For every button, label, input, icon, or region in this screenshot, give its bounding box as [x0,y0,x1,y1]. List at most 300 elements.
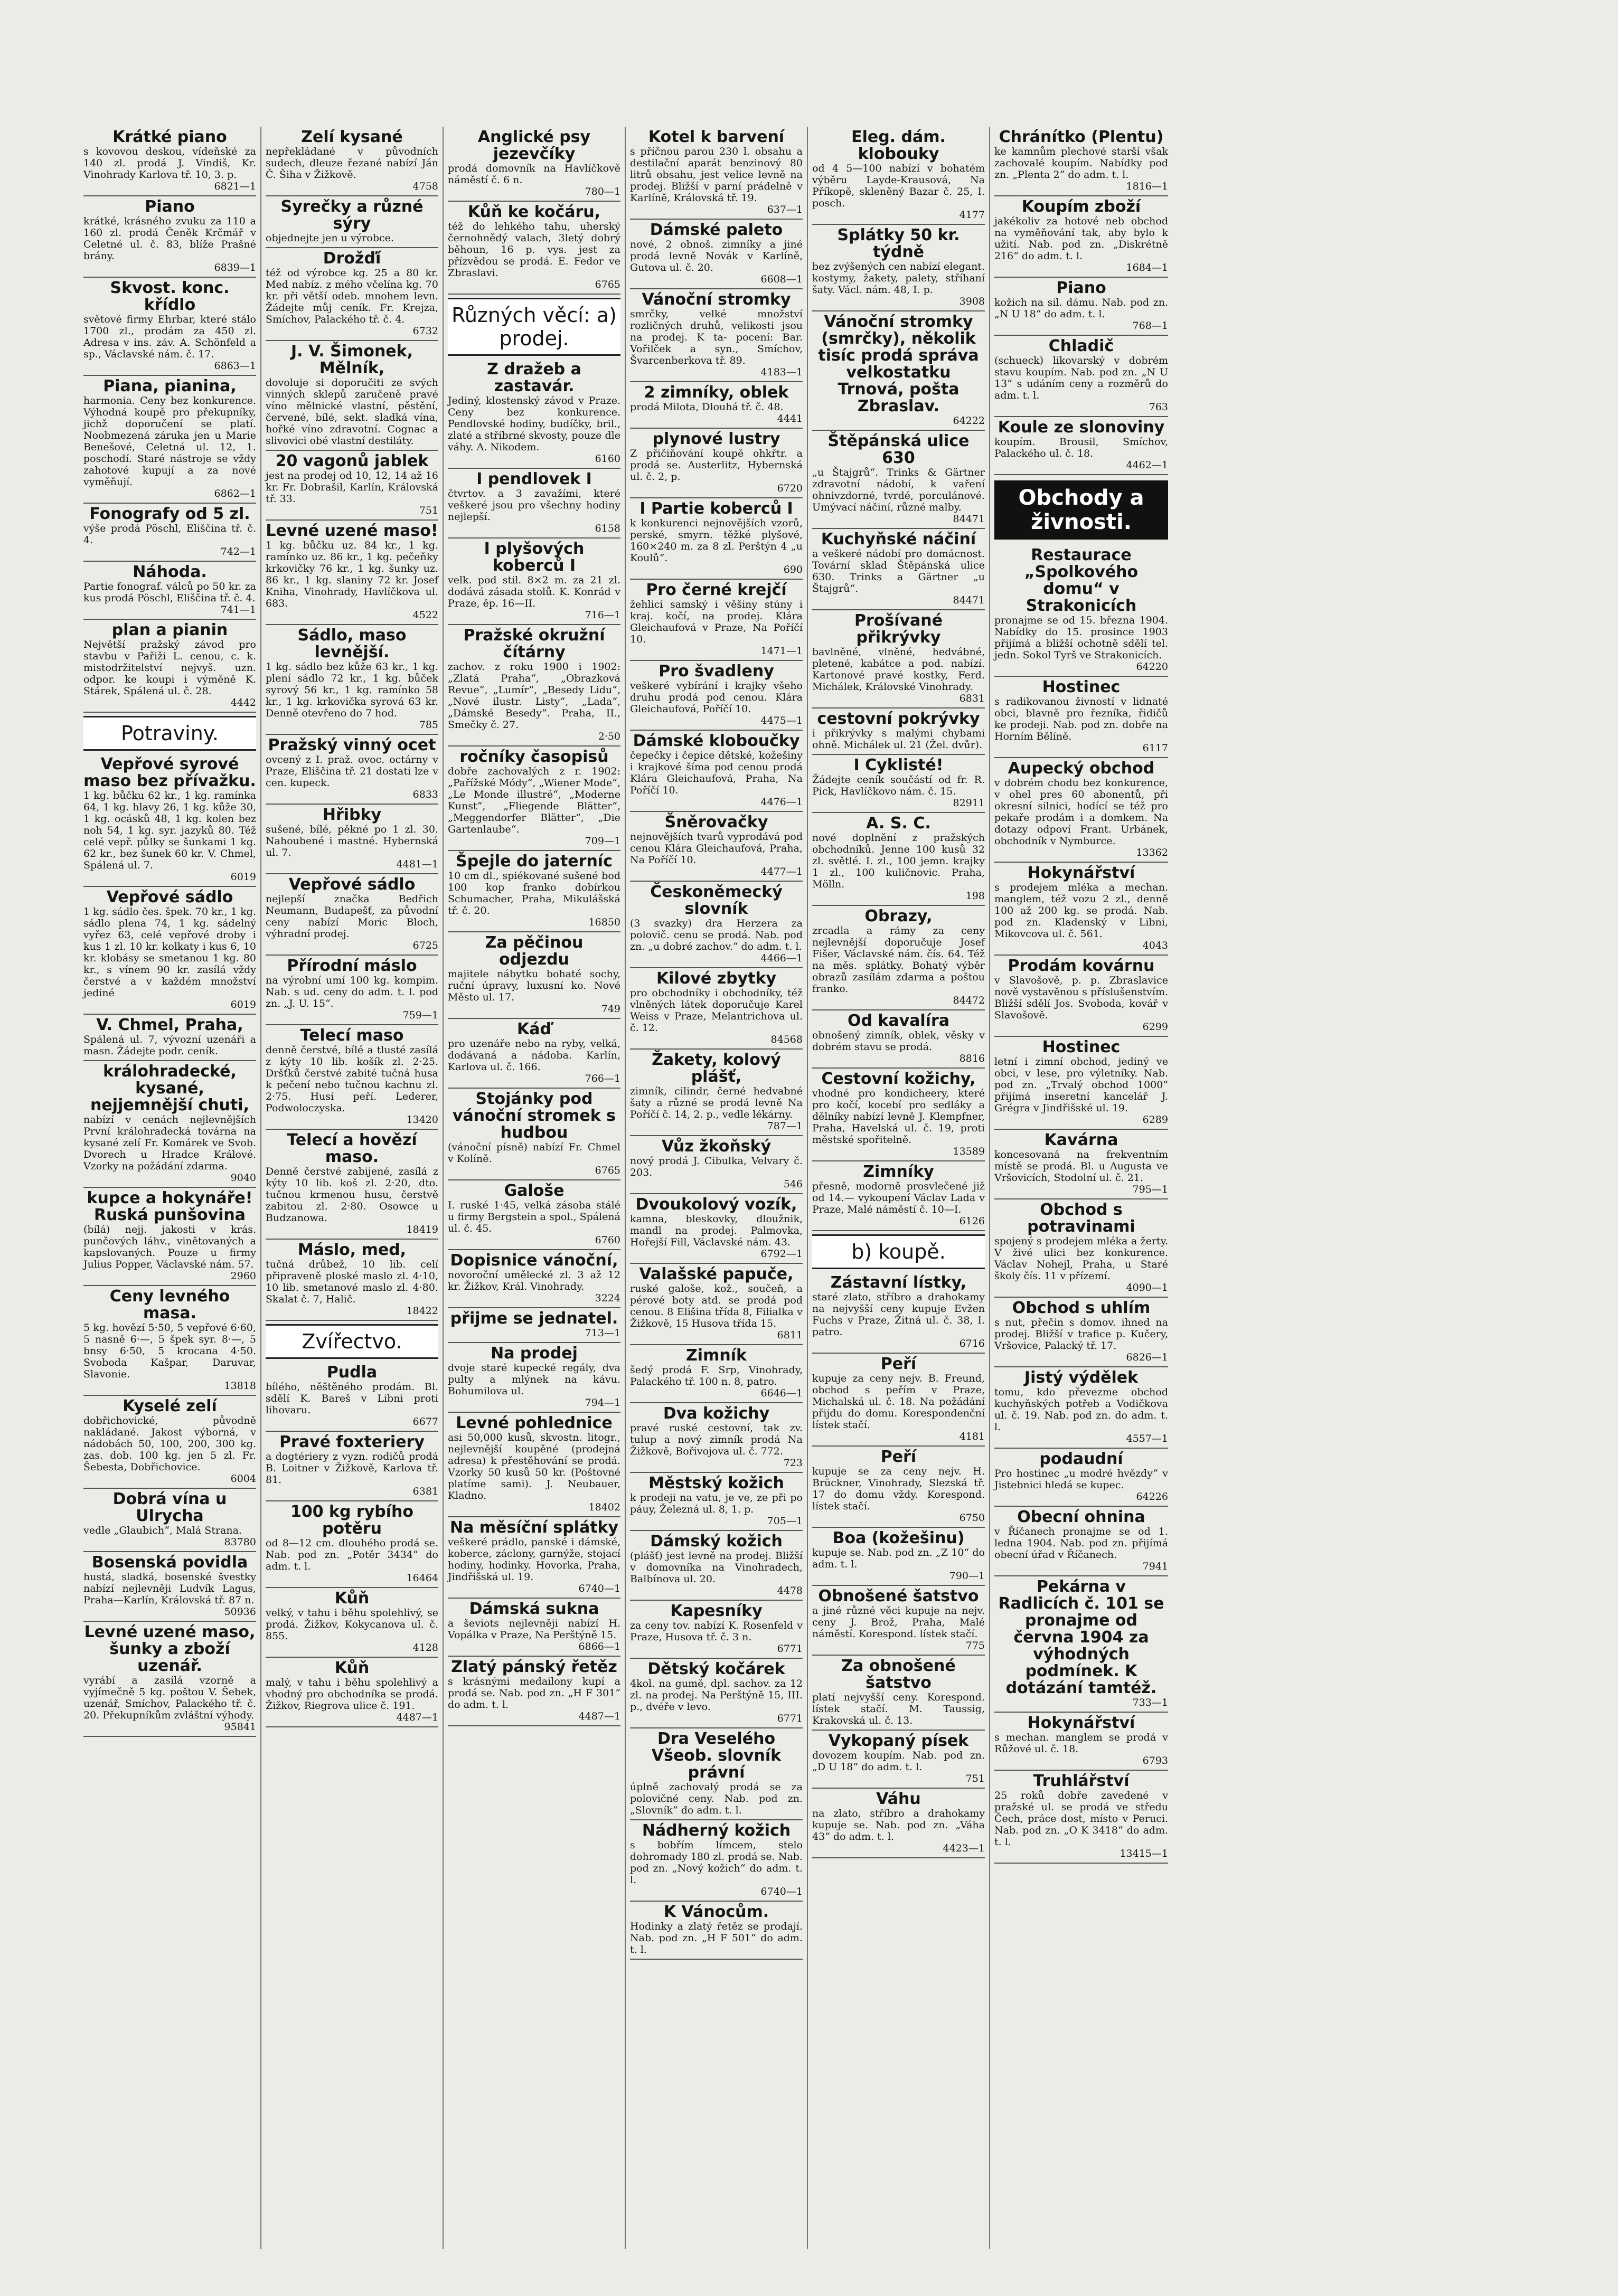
ad-heading: Restaurace „Spolkového domu“ v Strakonicích [1024,546,1139,615]
ad-number: 84568 [770,1034,803,1045]
ad-heading: Váhu [876,1790,921,1808]
ad-heading: V. Chmel, Praha, [96,1016,243,1034]
classified-ad [994,1037,1168,1130]
ad-body: harmonia. Ceny bez konkurence. Výhodná koupě pro překupníky, jichž doporučení se platí. Noobmezená záruka jen u Marie Benešové, Celetná ul. 12, 1. poschodí. Staré nástroje se vždy zahotové kupují a za nové vyměňují. [83,395,256,488]
ad-heading: Máslo, med, [297,1241,407,1259]
column-5 [808,127,990,2249]
ad-heading: Levné uzené maso! [266,522,438,540]
ad-body: dovozem koupím. Nab. pod zn. „D U 18“ do adm. t. l. [812,1750,985,1773]
ad-number: 16464 [406,1572,438,1584]
classified-ad [83,620,256,713]
classified-ad [994,956,1168,1037]
ad-body: velký, v tahu i běhu spolehlivý, se prodá. Žižkov, Kokycanova ul. č. 855. [266,1607,438,1642]
ad-heading: Káď [517,1020,551,1038]
ad-body: k konkurenci nejnovějších vzorů, perské, smyrn. těžké plyšové, 160×240 m. za 8 zl. Perštýn 4 „u Koulů“. [630,517,803,564]
ad-heading: Fonografy od 5 zl. [89,505,250,523]
ad-heading: Prodám kovárnu [1008,957,1155,975]
classified-ad [83,562,256,620]
ad-body: v Říčanech pronajme se od 1. ledna 1904. Nab. pod zn. přijímá obecní úřad v Říčanech. [994,1526,1168,1561]
ad-number: 4128 [412,1642,438,1654]
classified-ad [630,289,803,382]
ad-number: 4177 [959,209,985,221]
ad-body: na zlato, stříbro a drahokamy kupuje se. Nab. pod zn. „Váha 43“ do adm. t. l. [812,1808,985,1843]
ad-body: denně čerstvé, bílé a tlusté zasílá z kýty 10 lib. košík zl. 2·25. Dršťků čerstvé zabité tučná husa k pečení nebo tučnou kachnu zl. 2·75. Husí peří. Lederer, Podwoloczyska. [266,1044,438,1114]
ad-body: (schueck) likovarský v dobrém stavu koupím. Nab. pod zn. „N U 13“ s udáním ceny a rozměrů do adm. t. l. [994,355,1168,401]
ad-number: 18422 [406,1305,438,1317]
ad-heading: Dětský kočárek [647,1660,785,1678]
ad-heading: Anglické psy jezevčíky [477,128,591,163]
ad-number: 6720 [777,483,803,494]
ad-heading: Za pěčinou odjezdu [485,933,584,969]
ad-body: nejnovějších tvarů vyprodává pod cenou Klára Gleichaufová, Praha, Na Poříčí 10. [630,831,803,866]
ad-body: s radikovanou živností v lidnaté obci, blavně pro řezníka, řidičů ke prodeji. Nab. pod zn. dobře na Horním Bělíně. [994,696,1168,742]
ad-body: 25 roků dobře zavedené v pražské ul. se prodá ve středu Čech, práce dost, místo v Peruci. Nab. pod zn. „O K 3418“ do adm. t. l. [994,1790,1168,1848]
ad-number: 3908 [959,296,985,307]
classified-ad [448,469,620,538]
column-2 [261,127,444,2249]
ad-heading: Obecní ohnina [1017,1508,1145,1526]
ad-heading: Vepřové syrové maso bez přívažku. [83,755,256,790]
ad-body: též od výrobce kg. 25 a 80 kr. Med nabíz. z mého včelína kg. 70 kr. při větší odeb. mnohem levn. Žádejte můj ceník. Fr. Krejza, Smíchov, Palackého tř. č. 4. [266,267,438,325]
ad-body: prodá domovník na Havlíčkově náměstí č. 6 n. [448,163,620,186]
ad-body: „u Štajgrů“. Trinks & Gärtner zdravotní nádobí, k vaření ohnivzdorné, tvrdé, porculánové. Umývací náčiní, různé malby. [812,467,985,513]
ad-body: s bobřím límcem, stelo dohromady 180 zl. prodá se. Nab. pod zn. „Nový kožich“ do adm. t. l. [630,1839,803,1886]
classified-ad [812,1789,985,1858]
classified-ad [994,1298,1168,1367]
ad-number: 6019 [230,999,256,1010]
classified-ad [630,1050,803,1136]
ad-heading: Pravé foxteriery [279,1433,425,1451]
ad-heading: Bosenská povidla [91,1553,248,1572]
classified-ad [630,1601,803,1659]
ad-number: 742—1 [220,546,256,558]
ad-body: asi 50,000 kusů, skvostn. litogr., nejlevnější koupěné (prodejná adresa) k přestěhování se prodá. Vzorky 50 kusů 50 kr. (Poštovné platíme sami). J. Neubauer, Kladno. [448,1432,620,1501]
classified-ad [83,754,256,887]
ad-heading: Galoše [504,1182,565,1200]
ad-body: k prodeji na vatu, je ve, ze při po páuy, Železná ul. 8, 1. p. [630,1492,803,1515]
ad-number: 690 [783,564,803,575]
ad-body: čtvrtov. a 3 zavažími, které veškeré jsou pro všechny hodiny nejlepší. [448,488,620,523]
ad-body: a veškeré nádobí pro domácnost. Tovární sklad Štěpánská ulice 630. Trinks a Gärtner „u Štajgrů“. [812,548,985,594]
ad-body: a ševiots nejlevněji nabízí H. Vopálka v Praze, Na Perštýně 15. [448,1618,620,1641]
ad-number: 18419 [406,1224,438,1235]
ad-body: jest na prodej od 10, 12, 14 až 16 kr. Fr. Dobrašil, Karlín, Královská tř. 33. [266,470,438,505]
classified-ad [630,882,803,968]
ad-heading: Telecí maso [300,1026,404,1045]
ad-heading: Žakety, kolový plášť, [652,1051,781,1086]
ad-heading: Hostinec [1042,1038,1121,1056]
ad-number: 6831 [959,693,985,704]
ad-number: 6771 [777,1643,803,1655]
ad-number: 1684—1 [1126,262,1168,273]
ad-body: čepečky i čepice dětské, kožešiny i krajkové šíma pod cenou prodá Klára Gleichaufová, Praha, Na Poříčí 10. [630,750,803,796]
classified-ad [994,417,1168,475]
ad-number: 13589 [953,1146,985,1157]
ad-number: 7941 [1142,1561,1168,1572]
classified-ad [266,1432,438,1501]
ad-heading: J. V. Šimonek, Mělník, [290,342,413,377]
ad-heading: Dámský kožich [650,1532,783,1551]
ad-heading: Pudla [326,1363,378,1382]
ad-heading: Kavárna [1044,1131,1118,1149]
ad-number: 6126 [959,1215,985,1227]
classified-ad [448,747,620,851]
classified-ad [83,376,256,504]
ad-number: 751 [965,1773,985,1784]
ad-number: 4442 [230,697,256,708]
classified-ad [448,625,620,747]
ad-number: 6289 [1142,1114,1168,1126]
ad-number: 741—1 [220,604,256,616]
ad-heading: Peří [880,1448,917,1466]
classified-ad [994,863,1168,956]
ad-heading: I plyšových koberců I [484,540,585,575]
ad-heading: Dopisnice vánoční, [450,1251,618,1270]
ad-body: s mechan. manglem se prodá v Růžové ul. č. 18. [994,1732,1168,1755]
ad-heading: Vánoční stromky (smrčky), několik tisíc prodá správa velkostatku Trnová, pošta Zbraslav. [818,313,979,415]
ad-body: kamna, bleskovky, dloužnik, mandl na prodej. Palmovka, Hořejší Fill, Václavské nám. 43. [630,1213,803,1248]
ad-heading: I Partie koberců I [639,499,793,518]
ad-number: 6732 [412,325,438,337]
ad-number: 785 [419,719,438,731]
classified-ad [812,610,985,708]
ad-heading: Pro černé krejčí [646,581,787,599]
classified-ad [630,731,803,812]
classified-ad [994,1576,1168,1713]
ad-body: vedle „Glaubich“, Malá Strana. [83,1525,242,1536]
ad-heading: Krátké piano [112,128,227,146]
ad-body: dovoluje si doporučiti ze svých vinných sklepů zaručeně pravé víno mělnické vlastní, pěstění, červené, bílé, sekt. sladká vína, hořké víno zdravotní. Cognac a slivovici obé vlastní destiláty. [266,377,438,447]
ad-heading: Levné pohlednice [456,1414,613,1432]
ad-body: nové, 2 obnoš. zimníky a jiné prodá levně Novák v Karlíně, Gutova ul. č. 20. [630,239,803,273]
ad-body: s příčnou parou 230 l. obsahu a destilační aparát benzinový 80 litrů obsahu, jest velice levně na prodej. Bližší v parní prádelně v Karlíně, Královská tř. 19. [630,146,803,204]
ad-number: 6765 [595,1165,620,1176]
classified-ad [83,127,256,196]
ad-body: (plášť) jest levně na prodej. Bližší v domovníka na Vinohradech, Balbínova ul. 20. [630,1550,803,1585]
ad-body: šedý prodá F. Srp, Vinohrady, Palackého tř. 100 n. 8, patro. [630,1364,803,1387]
classified-ad [812,1731,985,1789]
classified-ad [266,1501,438,1588]
classified-ad [266,341,438,451]
ad-heading: Zlatý pánský řetěz [451,1658,617,1676]
classified-ad [448,1089,620,1180]
ad-body: úplně zachovalý prodá se za polovičné ceny. Nab. pod zn. „Slovník“ do adm. t. l. [630,1781,803,1816]
ad-body: vhodné pro kondicheery, které pro kočí, kocebí pro sedláky a dělníky nabízí levně J. Klempfner, Praha, Havelská ul. č. 19, proti městské spořitelně. [812,1088,985,1146]
ad-number: 709—1 [585,835,620,847]
ad-heading: Zimníky [863,1163,934,1181]
classified-ad [812,127,985,225]
ad-heading: Peří [880,1355,917,1373]
ad-number: 4043 [1142,940,1168,951]
ad-heading: Špejle do jaterníc [456,852,613,871]
ad-body: smrčky, velké množství rozličných druhů, velikosti jsou na prodej. K ta- pocení: Bar. Vořilček a syn., Smíchov, Švarcenberkova tř. 89. [630,308,803,366]
ad-number: 775 [965,1640,985,1651]
ad-body: spojený s prodejem mléka a žerty. V živé ulici bez konkurence. Václav Nohejl, Praha, u Staré školy čís. 11 v přízemí. [994,1235,1168,1282]
ad-number: 83780 [224,1536,256,1548]
ad-body: Hodinky a zlatý řetěz se prodají. Nab. pod zn. „H F 501“ do adm. t. l. [630,1921,803,1955]
ad-number: 4423—1 [943,1843,985,1854]
ad-heading: Za obnošené šatstvo [841,1657,956,1692]
ad-body: od 4 5—100 nabízí v bohatém výběru Layde-Krausová, Na Příkopě, skleněný Bazar č. 25, I. posch. [812,163,985,209]
ad-heading: Pražský vinný ocet [268,736,436,754]
ad-heading: Městský kožich [648,1474,784,1492]
ad-number: 794—1 [585,1397,620,1409]
ad-number: 4466—1 [760,952,803,964]
ad-body: nabízí v cenách nejlevnějších První králohradecká továrna na kysané zelí Fr. Komárek ve Svob. Dvorech u Hradce Králové. Vzorky na požádání zdarma. [83,1114,256,1172]
ad-heading: Piana, pianina, [103,377,237,395]
ad-number: 6833 [412,789,438,800]
classified-ad [994,1771,1168,1864]
ad-body: bavlněné, vlněné, hedvábné, pletené, kabátce a pod. nabízí. Kartonové pravé kostky, Ferd. Michálek, Královské Vinohrady. [812,646,985,693]
ad-number: 84471 [953,594,985,606]
ad-heading: Boa (kožešinu) [832,1529,965,1547]
ad-body: výše prodá Pöschl, Eliščina tř. č. 4. [83,523,256,546]
ad-body: tomu, kdo převezme obchod kuchyňských potřeb a Vodičkova ul. č. 19. Nab. pod zn. do adm. t. l. [994,1386,1168,1433]
classified-ad [83,1286,256,1396]
ad-number: 82911 [953,797,985,809]
ad-heading: Dámské kloboučky [633,732,800,750]
ad-heading: Pro švadleny [659,662,774,681]
ad-number: 6750 [959,1512,985,1524]
ad-heading: Kapesníky [670,1602,763,1620]
ad-number: 6716 [959,1338,985,1349]
classified-ad [812,1656,985,1731]
ad-heading: Českoněmecký slovník [650,883,783,918]
classified-ad [266,1362,438,1432]
ad-body: zachov. z roku 1900 i 1902: „Zlatá Praha“, „Obrazková Revue“, „Lumír“, „Besedy Lidu“, „Nové ilustr. Listy“, „Lada“, „Dámské Besedy“. Praha, II., Smečky č. 27. [448,661,620,731]
ad-number: 733—1 [1132,1697,1168,1708]
classified-ad [266,1658,438,1727]
ad-heading: I Cyklisté! [853,756,944,774]
ad-heading: Truhlářství [1033,1772,1130,1790]
classified-ad [630,1728,803,1820]
classified-ad [448,1413,620,1517]
ad-heading: Valašské papuče, [639,1265,794,1283]
classified-ad [448,538,620,625]
ad-body: (3 svazky) dra Herzera za polovič. cenu se prodá. Nab. pod zn. „u dobré zachov.“ do adm. t. l. [630,918,803,952]
ad-body: s krásnými medailony kupí a prodá se. Nab. pod zn. „H F 301“ do adm. t. l. [448,1676,620,1711]
ad-heading: 100 kg rybího potěru [290,1503,413,1538]
ad-body: 10 cm dl., spiékované sušené bod 100 kop franko dobírkou Schumacher, Praha, Mikulášská tř. č. 20. [448,870,620,916]
ad-number: 4481—1 [396,858,438,870]
classified-ad [83,1489,256,1552]
ad-heading: Kotel k barvení [648,128,785,146]
ad-body: zimník, cilindr, černé hedvabné šaty a různé se prodá levně Na Poříčí č. 14, 2. p., vedle lékárny. [630,1085,803,1120]
ad-body: pro obchodníky i obchodníky, též vlněných látek doporučuje Karel Weiss v Praze, Melantrichova ul. č. 12. [630,987,803,1034]
ad-number: 9040 [230,1172,256,1184]
classified-ad [448,1599,620,1657]
ad-body: a dogtériery z vyzn. rodičů prodá B. Loitner v Žižkově, Karlova tř. 81. [266,1451,438,1486]
classified-ad [994,677,1168,758]
classified-ad [83,1552,256,1622]
section-heading: Zvířectvo. [266,1324,438,1359]
ad-heading: králohradecké, kysané, nejjemnější chuti, [90,1062,249,1114]
ad-body: 5 kg. hovězí 5·50, 5 vepřové 6·60, 5 nasně 6·—, 5 špek syr. 8·—, 5 bnsy 6·50, 5 krocana 4·50. Svoboda Kašpar, Daruvar, Slavonie. [83,1322,256,1380]
classified-ad [812,708,985,755]
classified-ad [812,1010,985,1069]
ad-number: 749 [601,1003,620,1015]
ad-body: v Slavošově, p. p. Zbraslavice nově vystavěnou s příslušenstvím. Bližší sdělí Jos. Svoboda, kovář v Slavošově. [994,975,1168,1021]
column-3 [444,127,626,2249]
ad-heading: Kyselé zelí [123,1397,217,1415]
classified-ad [994,336,1168,417]
ad-number: 6725 [412,940,438,951]
ad-heading: ročníky časopisů [459,748,609,766]
ad-heading: Dva kožichy [663,1404,770,1423]
ad-body: Žádejte ceník součástí od fr. R. Pick, Havlíčkovo nám. č. 15. [812,774,985,797]
ad-number: 6646—1 [760,1387,803,1399]
classified-ad [994,1367,1168,1449]
ad-body: malý, v tahu i běhu spolehlivý a vhodný pro obchodníka se prodá. Žižkov, Riegrova ulice č. 191. [266,1677,438,1712]
classified-ad [266,127,438,196]
classified-ad [994,278,1168,336]
ad-number: 3224 [595,1292,620,1304]
ad-body: i přikrývky s malými chybami ohně. Michálek ul. 21 (Žel. dvůr). [812,727,985,751]
ad-body: za ceny tov. nabízí K. Rosenfeld v Praze, Husova tř. č. 3 n. [630,1620,803,1643]
ad-number: 13415—1 [1120,1848,1168,1859]
ad-number: 546 [783,1178,803,1190]
ad-heading: Štěpánská ulice 630 [827,432,970,467]
ad-number: 6771 [777,1713,803,1724]
ad-body: pronajme se od 15. března 1904. Nabídky do 15. prosince 1903 přijímá a bližší ochotně sdělí tel. jedn. Sokol Tyrš ve Strakonicích. [994,615,1168,661]
ad-number: 16850 [588,916,620,928]
ad-heading: Hokynářství [1027,1714,1135,1732]
classified-ad [812,311,985,431]
ad-heading: Jistý výdělek [1024,1368,1139,1387]
classified-ad [448,1180,620,1250]
classified-ad [266,874,438,956]
ad-body: hustá, sladká, bosenské švestky nabízí nejlevněji Ludvík Lagus, Praha—Karlín, Královská tř. 87 n. [83,1571,256,1606]
classified-ad [83,1622,256,1737]
classified-ad [266,625,438,735]
column-1 [79,127,261,2249]
ad-body: kupuje za ceny nejv. B. Freund, obchod s peřím v Praze, Michalská ul. č. 18. Na požádání přijdu do domu. Korespondenční lístek stačí. [812,1373,985,1431]
ad-number: 4183—1 [760,366,803,378]
ad-body: kupuje se za ceny nejv. H. Brückner, Vinohrady, Slezská tř. 17 do domu vždy. Korespond. lístek stačí. [812,1466,985,1512]
classified-ad [994,127,1168,196]
ad-body: novoroční umělecké zl. 3 až 12 kr. Žižkov, Král. Vinohrady. [448,1269,620,1292]
section-banner: Obchody a živnosti. [994,480,1168,540]
classified-ad [266,805,438,874]
ad-body: (vánoční písně) nabízí Fr. Chmel v Kolíně. [448,1141,620,1165]
ad-body: koupím. Brousil, Smíchov, Palackého ul. č. 18. [994,436,1168,459]
classified-ad [630,1403,803,1473]
ad-number: 6740—1 [760,1886,803,1897]
ad-heading: Obchod s potravinami [1027,1201,1135,1236]
ad-number: 18402 [588,1501,620,1513]
ad-body: majitele nábytku bohaté sochy, ruční úpravy, luxusní ko. Nové Město ul. 17. [448,968,620,1003]
ad-body: kupuje se. Nab. pod zn. „Z 10“ do adm. t. l. [812,1547,985,1570]
classified-ad [266,521,438,625]
ad-heading: Telecí a hovězí maso. [287,1131,417,1166]
classified-ad [812,906,985,1010]
ad-body: krátké, krásného zvuku za 110 a 160 zl. prodá Čeněk Krčmář v Celetné ul. č. 83, blíže Prašné brány. [83,215,256,262]
classified-ad [448,932,620,1019]
ad-body: veškeré prádlo, panské i dámské, koberce, záclony, garnýže, stojací hodiny, hodinky. Hovorka, Praha, Jindřišská ul. 19. [448,1536,620,1583]
classified-ad [812,1272,985,1354]
classified-ad [448,851,620,932]
classified-ad [448,202,620,295]
ad-heading: Hostinec [1042,678,1121,696]
ad-heading: Obchod s uhlím [1012,1299,1151,1317]
classified-ad [812,1069,985,1161]
ad-heading: Prošívané přikrývky [854,611,943,647]
ad-heading: Koule ze slonoviny [998,418,1165,437]
ad-heading: Syrečky a různé sýry [280,197,424,233]
ad-number: 64226 [1136,1491,1168,1503]
ad-heading: Přírodní máslo [287,957,417,975]
ad-body: Z přičiňování koupě ohkřtr. a prodá se. Austerlitz, Hybernská ul. č. 2, p. [630,448,803,483]
ad-heading: Dra Veselého Všeob. slovník právní [651,1730,782,1782]
ad-heading: Zástavní lístky, [830,1273,967,1292]
classified-ad [630,382,803,429]
ad-body: veškeré vybírání i krajky všeho druhu prodá pod cenou. Klára Gleichaufová, Poříčí 10. [630,680,803,715]
ad-body: Pro hostinec „u modré hvězdy“ v Jistebnici hledá se kupec. [994,1468,1168,1491]
ad-heading: I pendlovek I [476,470,592,488]
ad-heading: Pekárna v Radlicích č. 101 se pronajme od června 1904 za výhodných podmínek. K dotázání tamtéž. [998,1577,1164,1697]
classified-ad [448,359,620,469]
classified-ad [812,1586,985,1656]
ad-heading: Kůň ke kočáru, [467,203,601,221]
classified-ad [266,196,438,248]
classified-ad [448,1250,620,1308]
ad-body: a jiné různé věci kupuje na nejv. ceny J. Brož, Praha, Malé náměstí. Korespond. lístek stačí. [812,1605,985,1640]
classified-ad [266,1130,438,1240]
ad-heading: Piano [145,197,195,216]
ad-number: 95841 [224,1721,256,1733]
ad-body: pravé ruské cestovní, tak zv. tulup a nový zimník prodá Na Žižkově, Bořivojova ul. č. 772. [630,1422,803,1457]
classified-ad [630,1345,803,1403]
ad-number: 6158 [595,523,620,534]
ad-body: bílého, něštěného prodám. Bl. sdělí K. Bareš v Libni proti lihovaru. [266,1381,438,1416]
classified-ad [630,1473,803,1531]
ad-number: 6381 [412,1486,438,1497]
ad-heading: Dvoukolový vozík, [635,1195,797,1214]
ad-body: 1 kg. sádlo čes. špek. 70 kr., 1 kg. sádlo plena 74, 1 kg. sádelný vyřez 63, celé vepřové droby i kus 1 zl. 10 kr. kolkaty i kus 6, 10 kr. klobásy se smetanou 1 kg. 80 kr., s vínem 90 kr. zasílá vždy čerstvé a v každém množství jediné [83,906,256,999]
ad-body: Denně čerstvé zabijené, zasílá z kýty 10 lib. koš zl. 2·20, dto. tučnou krmenou husu, čerstvě zabitou zl. 2·80. Osowce u Budzanowa. [266,1166,438,1224]
ad-number: 4462—1 [1126,459,1168,471]
ad-heading: Stojánky pod vánoční stromek s hudbou [452,1090,616,1142]
classified-ad [630,1820,803,1902]
ad-body: na výrobní umí 100 kg. kompim. Nab. s ud. ceny do adm. t. l. pod zn. „J. U. 15“. [266,975,438,1009]
ad-number: 716—1 [585,609,620,621]
ad-heading: Vykopaný písek [828,1732,969,1750]
classified-ad [812,1528,985,1586]
ad-heading: Skvost. konc. křídlo [110,279,230,314]
ad-number: 795—1 [1132,1184,1168,1195]
classified-ad [630,127,803,220]
ad-heading: Obrazy, [864,907,933,925]
classified-ad [83,887,256,1015]
ad-heading: Nádherný kožich [642,1821,791,1840]
classified-ad [630,580,803,661]
ad-heading: Na prodej [491,1344,578,1363]
ad-number: 6760 [595,1234,620,1246]
ad-heading: Zimník [686,1346,747,1365]
ad-number: 4758 [412,181,438,192]
classified-ad [630,1136,803,1194]
ad-number: 4557—1 [1126,1433,1168,1444]
ad-body: ruské galoše, kož., součeň, a pérové boty atd. se prodá pod cenou. 8 Elišina třída 8, Filialka v Žižkově, 15 Husova třída 15. [630,1283,803,1329]
ad-heading: Chránítko (Plentu) [999,128,1164,146]
ad-body: sušené, bílé, pěkné po 1 zl. 30. Nahoubené i mastné. Hybernská ul. 7. [266,824,438,858]
ad-number: 4441 [777,413,803,424]
ad-number: 4181 [959,1431,985,1442]
ad-number: 759—1 [402,1009,438,1021]
ad-body: Jediný, klostenský závod v Praze. Ceny bez konkurence. Pendlovské hodiny, budíčky, bril., zlaté a stříbrné skvosty, pouze dle váhy. A. Nikodem. [448,395,620,453]
ad-number: 6765 [595,279,620,290]
classified-ad [812,1447,985,1528]
